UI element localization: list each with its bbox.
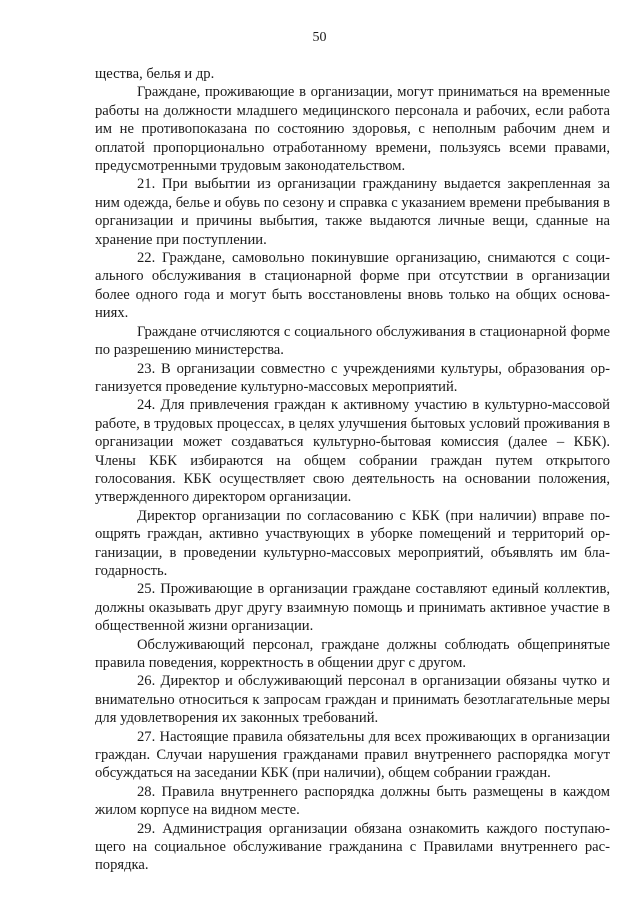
page-number: 50 bbox=[312, 30, 327, 45]
paragraph-staff-conduct: Обслуживающий персонал, граждане должны соблюдать общепринятые правила поведения, корректность в общении друг с другом. bbox=[95, 636, 610, 671]
paragraph-residents-employment: Граждане, проживающие в организации, могут приниматься на временные работы на должности младшего медицинского персонала и рабочих, если работа им не противопоказана по состоянию здоровья, с неполным рабочим днем и оплатой пропорционально отработанному времени, пользуясь всеми правами, предусмотренными трудовым законодательством. bbox=[95, 84, 610, 175]
paragraph-item-25: 25. Проживающие в организации граждане составляют единый коллектив, должны оказывать друг другу взаимную помощь и принимать активное участие в общественной жизни организации. bbox=[95, 581, 610, 635]
paragraph-item-26: 26. Директор и обслуживающий персонал в организации обязаны чутко и внимательно относиться к запросам граждан и принимать безотлагательные меры для удовлетворения их законных требований. bbox=[95, 673, 610, 727]
paragraph-item-21: 21. При выбытии из организации гражданину выдается закрепленная за ним одежда, белье и обувь по сезону и справка с указанием времени пребывания в организации и причины выбытия, также выдаются личные вещи, сданные на хранение при поступлении. bbox=[95, 176, 610, 248]
paragraph-continuation: щества, белья и др. bbox=[95, 66, 215, 82]
paragraph-expulsion: Граждане отчисляются с социального обслуживания в стационарной форме по разрешению министерства. bbox=[95, 323, 610, 359]
paragraph-item-28: 28. Правила внутреннего распорядка должны быть размещены в каждом жилом корпусе на видном месте. bbox=[95, 783, 610, 819]
paragraph-item-24: 24. Для привлечения граждан к активному участию в культурно-массовой работе, в трудовых процессах, в целях улучшения бытовых условий проживания в организации может создаваться культурно-бытовая комиссия (далее – КБК). Члены КБК избираются на общем собрании граждан путем открытого голосования. КБК осуществляет свою деятельность на основании положения, утвержденного директором организации. bbox=[95, 397, 610, 506]
paragraph-item-22: 22. Граждане, самовольно покинувшие организацию, снимаются с социального обслуживания в стационарной форме при отсутствии в организации более одного года и могут быть восстановлены вновь только на общих основаниях. bbox=[95, 250, 610, 322]
paragraph-item-29: 29. Администрация организации обязана ознакомить каждого поступающего на социальное обслуживание гражданина с Правилами внутреннего распорядка. bbox=[95, 820, 610, 874]
paragraph-item-23: 23. В организации совместно с учреждениями культуры, образования организуется проведение культурно-массовых мероприятий. bbox=[95, 360, 610, 395]
paragraph-item-27: 27. Настоящие правила обязательны для всех проживающих в организации граждан. Случаи нарушения гражданами правил внутреннего распорядка могут обсуждаться на заседании КБК (при наличии), общем собрании граждан. bbox=[95, 728, 610, 782]
paragraph-director-encouragement: Директор организации по согласованию с КБК (при наличии) вправе поощрять граждан, активно участвующих в уборке помещений и территорий организации, в проведении культурно-массовых мероприятий, объявлять им благодарность. bbox=[95, 507, 610, 579]
document-body bbox=[95, 65, 610, 875]
